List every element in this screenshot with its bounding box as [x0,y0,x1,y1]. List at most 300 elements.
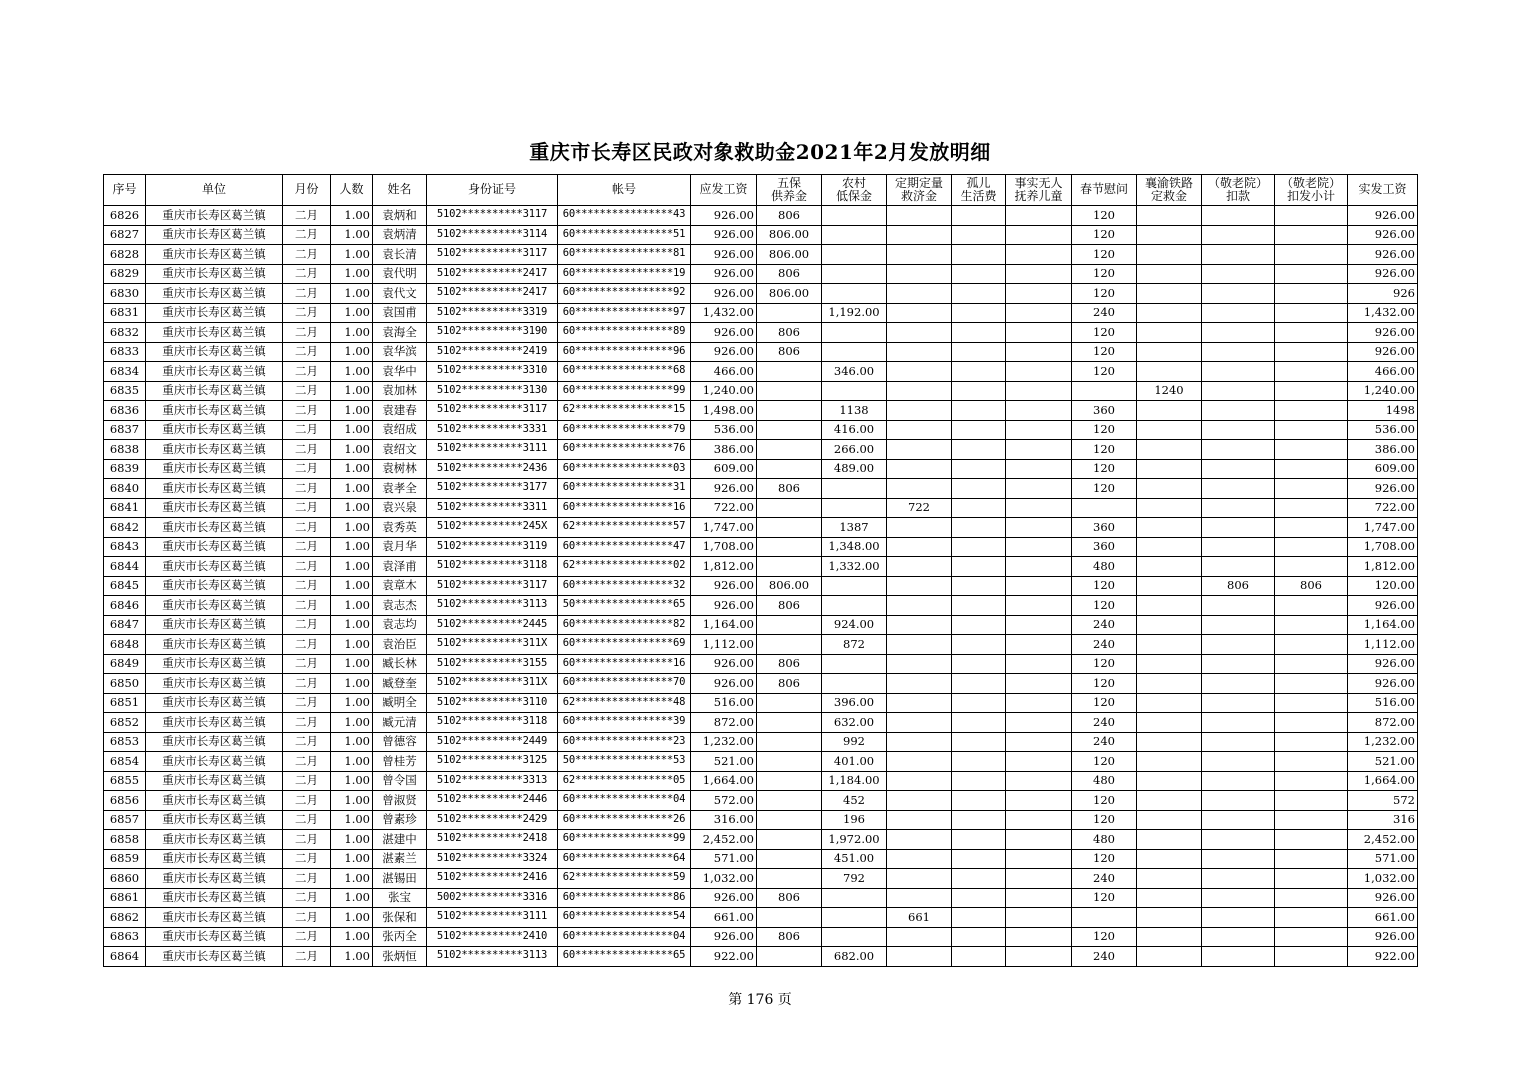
table-cell [1275,459,1348,479]
table-cell [757,791,822,811]
table-cell [822,596,887,616]
table-cell [952,888,1006,908]
table-cell: 60****************99 [558,381,691,401]
table-cell: 袁月华 [373,537,427,557]
table-cell [757,713,822,733]
table-cell [757,849,822,869]
column-header [373,175,427,206]
table-cell: 重庆市长寿区葛兰镇 [146,264,283,284]
table-cell [1202,498,1275,518]
table-cell: 6850 [104,674,146,694]
table-cell: 1.00 [331,284,373,304]
column-header [1275,175,1348,206]
table-cell: 1,812.00 [691,557,757,577]
table-cell [1006,479,1072,499]
table-cell [887,927,952,947]
table-cell [1137,498,1202,518]
table-cell: 重庆市长寿区葛兰镇 [146,225,283,245]
table-cell: 120 [1072,693,1137,713]
table-cell: 6864 [104,947,146,967]
table-cell: 重庆市长寿区葛兰镇 [146,888,283,908]
table-cell [1006,947,1072,967]
table-cell [887,888,952,908]
table-cell: 1.00 [331,771,373,791]
table-cell: 5102**********3331 [427,420,558,440]
table-cell: 二月 [283,284,331,304]
column-header [331,175,373,206]
table-cell: 926.00 [1348,323,1418,343]
column-header-label: 孤儿 [966,175,991,190]
table-cell [1202,206,1275,226]
table-cell [952,654,1006,674]
table-cell [1202,381,1275,401]
table-row [104,693,1418,713]
table-cell: 60****************16 [558,498,691,518]
table-cell: 806.00 [757,245,822,265]
table-cell: 重庆市长寿区葛兰镇 [146,284,283,304]
table-cell [952,596,1006,616]
table-cell [887,732,952,752]
table-cell [1202,401,1275,421]
table-cell [952,284,1006,304]
table-cell: 6854 [104,752,146,772]
table-cell [1137,927,1202,947]
table-cell: 60****************68 [558,362,691,382]
table-cell [822,264,887,284]
table-cell: 6845 [104,576,146,596]
table-cell: 重庆市长寿区葛兰镇 [146,849,283,869]
table-cell: 袁树林 [373,459,427,479]
table-cell: 5102**********311X [427,674,558,694]
column-header-label: 春节慰问 [1079,182,1128,197]
table-cell [1202,791,1275,811]
table-cell: 120 [1072,245,1137,265]
table-cell: 5102**********3111 [427,440,558,460]
table-cell [822,479,887,499]
table-cell [1006,420,1072,440]
table-cell: 60****************51 [558,225,691,245]
table-cell: 1.00 [331,752,373,772]
table-row [104,303,1418,323]
table-cell: 1.00 [331,342,373,362]
table-row [104,908,1418,928]
table-cell: 1.00 [331,888,373,908]
table-cell [887,518,952,538]
relief-fund-table [103,174,1418,967]
table-cell: 926.00 [691,264,757,284]
column-header [558,175,691,206]
column-header-label: 低保金 [835,189,872,203]
column-header-label: 月份 [294,182,319,197]
table-row [104,830,1418,850]
table-cell: 806 [757,342,822,362]
table-cell: 240 [1072,947,1137,967]
table-cell: 806.00 [757,225,822,245]
table-cell [1202,674,1275,694]
table-cell: 5102**********3130 [427,381,558,401]
table-row [104,537,1418,557]
table-cell [1006,810,1072,830]
table-cell: 62****************02 [558,557,691,577]
table-cell: 572 [1348,791,1418,811]
table-cell: 二月 [283,225,331,245]
table-cell: 1,664.00 [691,771,757,791]
table-cell: 袁炳和 [373,206,427,226]
table-cell: 466.00 [691,362,757,382]
table-cell [1006,888,1072,908]
table-cell [952,440,1006,460]
table-cell: 806 [757,206,822,226]
table-cell [757,771,822,791]
table-cell: 806 [1202,576,1275,596]
table-cell: 袁秀英 [373,518,427,538]
table-cell [1006,245,1072,265]
table-cell: 489.00 [822,459,887,479]
table-cell: 湛锡田 [373,869,427,889]
table-cell [1202,869,1275,889]
table-cell [1006,537,1072,557]
table-cell: 60****************86 [558,888,691,908]
table-cell [1202,479,1275,499]
column-header-label: 人数 [339,182,364,197]
table-cell: 50****************53 [558,752,691,772]
table-cell: 1.00 [331,479,373,499]
table-cell: 1,664.00 [1348,771,1418,791]
table-cell: 1,112.00 [691,635,757,655]
table-row [104,810,1418,830]
table-cell: 二月 [283,381,331,401]
table-cell: 806 [757,596,822,616]
table-row [104,245,1418,265]
table-cell [887,264,952,284]
table-cell: 6863 [104,927,146,947]
table-row [104,596,1418,616]
table-cell: 120 [1072,888,1137,908]
table-cell [1137,323,1202,343]
table-cell [1275,342,1348,362]
table-cell [887,615,952,635]
table-cell [952,323,1006,343]
table-cell: 二月 [283,323,331,343]
table-cell: 二月 [283,830,331,850]
table-cell: 二月 [283,518,331,538]
table-cell [1202,245,1275,265]
table-cell: 5102**********3190 [427,323,558,343]
table-cell: 1,498.00 [691,401,757,421]
table-cell: 重庆市长寿区葛兰镇 [146,440,283,460]
table-cell: 1,192.00 [822,303,887,323]
table-cell [822,674,887,694]
table-cell: 120 [1072,810,1137,830]
table-cell: 5102**********245X [427,518,558,538]
table-cell: 重庆市长寿区葛兰镇 [146,752,283,772]
table-cell: 重庆市长寿区葛兰镇 [146,303,283,323]
table-cell: 571.00 [1348,849,1418,869]
table-cell [1202,284,1275,304]
table-cell [952,615,1006,635]
table-cell [952,342,1006,362]
table-cell [1275,303,1348,323]
table-cell: 5102**********2417 [427,284,558,304]
table-cell: 重庆市长寿区葛兰镇 [146,654,283,674]
table-cell [1275,771,1348,791]
table-cell: 60****************99 [558,830,691,850]
table-cell [1202,654,1275,674]
table-cell: 6861 [104,888,146,908]
table-cell [1275,849,1348,869]
table-cell [952,420,1006,440]
table-cell: 572.00 [691,791,757,811]
table-cell: 661 [887,908,952,928]
table-cell [1006,635,1072,655]
table-cell: 1.00 [331,518,373,538]
table-cell: 臧登奎 [373,674,427,694]
table-cell [887,323,952,343]
table-cell [952,225,1006,245]
table-cell [1202,459,1275,479]
column-header [691,175,757,206]
table-cell: 臧长林 [373,654,427,674]
table-cell [1137,888,1202,908]
table-cell: 2,452.00 [691,830,757,850]
table-cell: 480 [1072,830,1137,850]
table-cell: 1.00 [331,615,373,635]
table-cell: 袁绍成 [373,420,427,440]
table-cell [1137,810,1202,830]
table-cell: 1,164.00 [1348,615,1418,635]
table-cell [1006,927,1072,947]
table-cell: 926.00 [691,323,757,343]
table-cell [1275,206,1348,226]
table-row [104,927,1418,947]
table-row [104,869,1418,889]
table-cell: 6839 [104,459,146,479]
table-cell: 926.00 [691,479,757,499]
table-cell: 重庆市长寿区葛兰镇 [146,791,283,811]
table-cell: 6838 [104,440,146,460]
table-cell: 重庆市长寿区葛兰镇 [146,362,283,382]
table-cell: 重庆市长寿区葛兰镇 [146,342,283,362]
table-cell [1006,206,1072,226]
table-cell: 袁章木 [373,576,427,596]
table-cell [1006,303,1072,323]
table-row [104,557,1418,577]
table-cell: 632.00 [822,713,887,733]
table-cell: 1.00 [331,869,373,889]
table-cell: 6837 [104,420,146,440]
table-cell: 二月 [283,498,331,518]
table-cell: 120 [1072,596,1137,616]
table-cell [1006,323,1072,343]
table-cell: 60****************04 [558,791,691,811]
table-cell: 120 [1072,791,1137,811]
table-cell: 5102**********3111 [427,908,558,928]
table-cell: 二月 [283,362,331,382]
table-cell: 401.00 [822,752,887,772]
table-cell [1202,342,1275,362]
table-cell [952,810,1006,830]
table-row [104,771,1418,791]
table-cell: 5102**********2429 [427,810,558,830]
table-cell: 重庆市长寿区葛兰镇 [146,537,283,557]
table-cell: 806.00 [757,576,822,596]
table-cell: 6827 [104,225,146,245]
table-cell: 6853 [104,732,146,752]
table-cell: 湛素兰 [373,849,427,869]
table-cell: 516.00 [691,693,757,713]
table-cell: 二月 [283,264,331,284]
table-cell [1275,693,1348,713]
table-cell: 重庆市长寿区葛兰镇 [146,245,283,265]
table-cell: 二月 [283,752,331,772]
table-cell: 二月 [283,869,331,889]
table-cell [757,303,822,323]
table-cell: 曾令国 [373,771,427,791]
table-cell: 二月 [283,615,331,635]
table-cell [1006,342,1072,362]
table-cell: 6834 [104,362,146,382]
table-cell [952,771,1006,791]
table-cell: 1.00 [331,791,373,811]
table-cell: 袁治臣 [373,635,427,655]
table-cell: 926 [1348,284,1418,304]
table-row [104,713,1418,733]
table-cell [1137,303,1202,323]
table-cell [757,752,822,772]
table-cell: 120 [1072,225,1137,245]
table-cell [1275,810,1348,830]
table-cell: 1,332.00 [822,557,887,577]
table-cell: 1240 [1137,381,1202,401]
table-cell [1202,264,1275,284]
table-cell [1137,674,1202,694]
table-cell: 5102**********3319 [427,303,558,323]
column-header [427,175,558,206]
table-cell: 重庆市长寿区葛兰镇 [146,498,283,518]
table-cell [887,381,952,401]
table-cell: 120 [1072,459,1137,479]
table-cell [822,342,887,362]
table-cell: 5102**********3118 [427,557,558,577]
table-cell: 120 [1072,420,1137,440]
table-cell: 480 [1072,557,1137,577]
table-cell [1202,908,1275,928]
table-cell [1006,498,1072,518]
table-cell: 6847 [104,615,146,635]
table-cell: 120 [1072,362,1137,382]
table-cell: 1.00 [331,537,373,557]
table-cell [1006,771,1072,791]
table-cell: 346.00 [822,362,887,382]
table-row [104,225,1418,245]
table-cell: 992 [822,732,887,752]
table-cell: 1.00 [331,206,373,226]
table-cell [1137,830,1202,850]
table-cell [1006,264,1072,284]
table-cell [822,381,887,401]
table-row [104,401,1418,421]
table-cell [757,440,822,460]
table-cell: 571.00 [691,849,757,869]
table-cell: 451.00 [822,849,887,869]
table-cell [757,401,822,421]
table-cell: 62****************57 [558,518,691,538]
table-cell: 926.00 [691,225,757,245]
table-cell [1275,888,1348,908]
table-cell: 1387 [822,518,887,538]
table-cell: 6858 [104,830,146,850]
table-cell: 1138 [822,401,887,421]
table-cell [757,420,822,440]
table-cell [1137,869,1202,889]
table-cell: 266.00 [822,440,887,460]
table-cell: 922.00 [691,947,757,967]
table-cell [887,420,952,440]
table-cell: 5102**********3117 [427,401,558,421]
table-cell: 二月 [283,849,331,869]
table-cell: 2,452.00 [1348,830,1418,850]
table-cell [1137,635,1202,655]
table-row [104,947,1418,967]
table-cell: 二月 [283,479,331,499]
table-cell: 袁华滨 [373,342,427,362]
table-cell: 60****************64 [558,849,691,869]
table-cell [1006,693,1072,713]
table-cell [1137,791,1202,811]
table-cell [1275,830,1348,850]
table-cell [822,206,887,226]
table-cell [1137,654,1202,674]
table-cell [1006,791,1072,811]
column-header-label: 应发工资 [699,182,748,197]
table-cell: 张宝 [373,888,427,908]
table-cell: 袁绍文 [373,440,427,460]
table-cell: 62****************48 [558,693,691,713]
table-row [104,420,1418,440]
table-cell [1137,693,1202,713]
table-cell [952,401,1006,421]
table-cell [1275,518,1348,538]
table-cell: 1.00 [331,459,373,479]
table-row [104,849,1418,869]
table-cell: 1.00 [331,810,373,830]
table-cell: 120 [1072,927,1137,947]
table-cell: 袁华中 [373,362,427,382]
table-row [104,381,1418,401]
table-cell: 60****************47 [558,537,691,557]
table-cell: 60****************70 [558,674,691,694]
table-cell: 重庆市长寿区葛兰镇 [146,420,283,440]
table-cell [1275,713,1348,733]
table-cell: 120 [1072,284,1137,304]
table-cell: 1,232.00 [1348,732,1418,752]
table-cell: 1,747.00 [1348,518,1418,538]
table-cell: 661.00 [691,908,757,928]
table-cell [952,752,1006,772]
table-cell [1137,752,1202,772]
table-cell: 722.00 [691,498,757,518]
column-header [1072,175,1137,206]
table-cell: 120 [1072,206,1137,226]
table-cell [1137,615,1202,635]
table-cell [1137,596,1202,616]
table-row [104,635,1418,655]
table-cell: 386.00 [691,440,757,460]
table-cell [1137,245,1202,265]
table-cell: 60****************65 [558,947,691,967]
table-cell [1137,557,1202,577]
table-cell: 6842 [104,518,146,538]
